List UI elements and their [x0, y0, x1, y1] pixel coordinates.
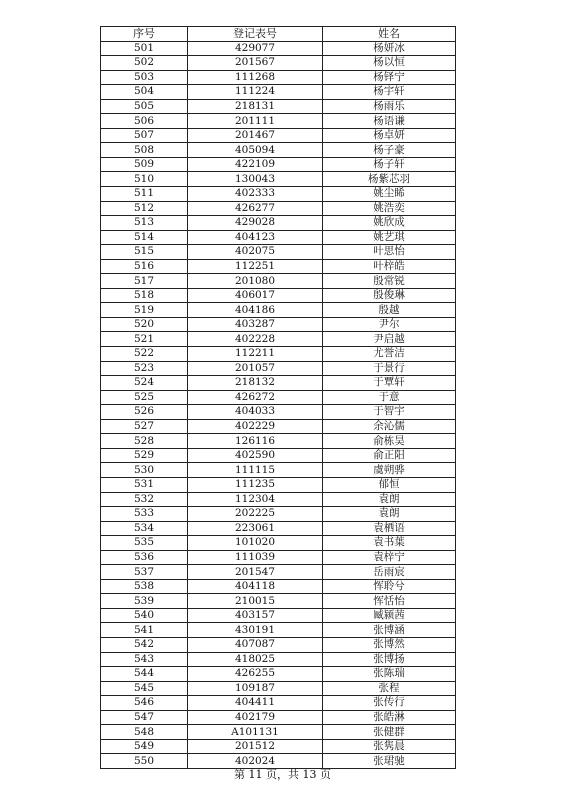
serial-number-cell: 502: [101, 56, 188, 71]
name-cell: 杨铎宁: [323, 70, 456, 85]
registration-number-cell: 201567: [188, 56, 323, 71]
name-cell: 于智宇: [323, 405, 456, 420]
serial-number-cell: 549: [101, 739, 188, 754]
serial-number-cell: 508: [101, 143, 188, 158]
serial-number-cell: 510: [101, 172, 188, 187]
registration-number-cell: 426277: [188, 201, 323, 216]
registration-table: [100, 26, 456, 769]
name-cell: 于覃轩: [323, 376, 456, 391]
table-row: [101, 637, 456, 652]
name-cell: 杨以恒: [323, 56, 456, 71]
registration-number-cell: 201057: [188, 361, 323, 376]
name-cell: 杨妍冰: [323, 41, 456, 56]
serial-number-cell: 538: [101, 579, 188, 594]
table-row: [101, 259, 456, 274]
table-row: [101, 448, 456, 463]
table-row: [101, 550, 456, 565]
registration-number-cell: 130043: [188, 172, 323, 187]
table-row: [101, 99, 456, 114]
serial-number-cell: 503: [101, 70, 188, 85]
name-cell: 叶思怡: [323, 245, 456, 260]
registration-number-cell: 403157: [188, 608, 323, 623]
registration-number-cell: 402590: [188, 448, 323, 463]
table-row: [101, 492, 456, 507]
registration-number-cell: 111235: [188, 477, 323, 492]
name-cell: 杨雨乐: [323, 99, 456, 114]
table-row: [101, 623, 456, 638]
table-row: [101, 114, 456, 129]
serial-number-cell: 547: [101, 710, 188, 725]
serial-number-cell: 516: [101, 259, 188, 274]
registration-number-cell: 223061: [188, 521, 323, 536]
table-row: [101, 507, 456, 522]
table-row: [101, 187, 456, 202]
name-cell: 张隽晨: [323, 739, 456, 754]
name-cell: 杨子轩: [323, 157, 456, 172]
serial-number-cell: 504: [101, 85, 188, 100]
table-row: [101, 70, 456, 85]
table-row: [101, 434, 456, 449]
registration-number-cell: 402024: [188, 754, 323, 769]
serial-number-cell: 532: [101, 492, 188, 507]
table-row: [101, 56, 456, 71]
table-row: [101, 536, 456, 551]
registration-number-cell: 407087: [188, 637, 323, 652]
serial-number-cell: 523: [101, 361, 188, 376]
name-cell: 姚艺琪: [323, 230, 456, 245]
table-row: [101, 85, 456, 100]
serial-number-cell: 546: [101, 696, 188, 711]
serial-number-cell: 501: [101, 41, 188, 56]
serial-number-cell: 522: [101, 347, 188, 362]
registration-number-cell: 201512: [188, 739, 323, 754]
serial-number-cell: 543: [101, 652, 188, 667]
page-footer: 第 11 页，共 13 页: [234, 768, 331, 781]
serial-number-cell: 519: [101, 303, 188, 318]
registration-number-cell: 202225: [188, 507, 323, 522]
serial-number-cell: 544: [101, 667, 188, 682]
registration-number-cell: 418025: [188, 652, 323, 667]
serial-number-cell: 545: [101, 681, 188, 696]
registration-number-cell: 430191: [188, 623, 323, 638]
name-cell: 恽恬怡: [323, 594, 456, 609]
serial-number-cell: 521: [101, 332, 188, 347]
serial-number-cell: 542: [101, 637, 188, 652]
name-cell: 姚尘睎: [323, 187, 456, 202]
table-body: [101, 41, 456, 768]
registration-number-cell: 429077: [188, 41, 323, 56]
name-cell: 臧颍茜: [323, 608, 456, 623]
table-row: [101, 608, 456, 623]
table-row: [101, 565, 456, 580]
table-row: [101, 710, 456, 725]
serial-number-cell: 520: [101, 317, 188, 332]
table-row: [101, 143, 456, 158]
table-row: [101, 361, 456, 376]
table-row: [101, 390, 456, 405]
serial-number-cell: 524: [101, 376, 188, 391]
table-row: [101, 245, 456, 260]
registration-number-cell: 426255: [188, 667, 323, 682]
name-cell: 虞朔骅: [323, 463, 456, 478]
registration-number-cell: 426272: [188, 390, 323, 405]
serial-number-cell: 548: [101, 725, 188, 740]
name-cell: 张健群: [323, 725, 456, 740]
table-row: [101, 652, 456, 667]
name-cell: 尤誉洁: [323, 347, 456, 362]
serial-number-cell: 518: [101, 288, 188, 303]
name-cell: 杨宇轩: [323, 85, 456, 100]
serial-number-cell: 526: [101, 405, 188, 420]
name-cell: 袁栖语: [323, 521, 456, 536]
registration-number-cell: 218132: [188, 376, 323, 391]
name-cell: 于意: [323, 390, 456, 405]
registration-number-cell: 422109: [188, 157, 323, 172]
header-serial-number: 序号: [101, 27, 188, 42]
table-row: [101, 288, 456, 303]
table-row: [101, 463, 456, 478]
name-cell: 张传行: [323, 696, 456, 711]
registration-number-cell: 101020: [188, 536, 323, 551]
name-cell: 张陈瑞: [323, 667, 456, 682]
name-cell: 尹启越: [323, 332, 456, 347]
registration-number-cell: A101131: [188, 725, 323, 740]
table-row: [101, 477, 456, 492]
registration-number-cell: 111115: [188, 463, 323, 478]
serial-number-cell: 515: [101, 245, 188, 260]
registration-number-cell: 404186: [188, 303, 323, 318]
name-cell: 殷越: [323, 303, 456, 318]
table-row: [101, 274, 456, 289]
serial-number-cell: 507: [101, 128, 188, 143]
serial-number-cell: 529: [101, 448, 188, 463]
registration-number-cell: 404411: [188, 696, 323, 711]
registration-number-cell: 404033: [188, 405, 323, 420]
name-cell: 张博然: [323, 637, 456, 652]
name-cell: 叶梓皓: [323, 259, 456, 274]
serial-number-cell: 539: [101, 594, 188, 609]
registration-number-cell: 126116: [188, 434, 323, 449]
name-cell: 袁梓宁: [323, 550, 456, 565]
table-row: [101, 405, 456, 420]
table-row: [101, 332, 456, 347]
name-cell: 杨语谦: [323, 114, 456, 129]
table-row: [101, 201, 456, 216]
table-row: [101, 230, 456, 245]
serial-number-cell: 525: [101, 390, 188, 405]
serial-number-cell: 527: [101, 419, 188, 434]
table-row: [101, 739, 456, 754]
registration-number-cell: 429028: [188, 216, 323, 231]
registration-number-cell: 402228: [188, 332, 323, 347]
table-row: [101, 303, 456, 318]
serial-number-cell: 509: [101, 157, 188, 172]
serial-number-cell: 505: [101, 99, 188, 114]
registration-number-cell: 405094: [188, 143, 323, 158]
registration-number-cell: 201547: [188, 565, 323, 580]
name-cell: 张程: [323, 681, 456, 696]
table-row: [101, 216, 456, 231]
name-cell: 张博涵: [323, 623, 456, 638]
header-registration-number: 登记表号: [188, 27, 323, 42]
registration-number-cell: 111224: [188, 85, 323, 100]
serial-number-cell: 531: [101, 477, 188, 492]
serial-number-cell: 513: [101, 216, 188, 231]
registration-number-cell: 402179: [188, 710, 323, 725]
table-row: [101, 128, 456, 143]
serial-number-cell: 528: [101, 434, 188, 449]
name-cell: 殷常锐: [323, 274, 456, 289]
serial-number-cell: 512: [101, 201, 188, 216]
name-cell: 张珺驰: [323, 754, 456, 769]
name-cell: 袁书葉: [323, 536, 456, 551]
table-row: [101, 579, 456, 594]
name-cell: 尹尔: [323, 317, 456, 332]
name-cell: 张博扬: [323, 652, 456, 667]
name-cell: 岳雨宸: [323, 565, 456, 580]
name-cell: 余沁儒: [323, 419, 456, 434]
name-cell: 姚欣成: [323, 216, 456, 231]
table-row: [101, 594, 456, 609]
registration-number-cell: 402229: [188, 419, 323, 434]
header-name: 姓名: [323, 27, 456, 42]
registration-number-cell: 406017: [188, 288, 323, 303]
table-row: [101, 317, 456, 332]
registration-number-cell: 210015: [188, 594, 323, 609]
name-cell: 杨子豪: [323, 143, 456, 158]
registration-number-cell: 111039: [188, 550, 323, 565]
registration-number-cell: 112304: [188, 492, 323, 507]
name-cell: 于景行: [323, 361, 456, 376]
serial-number-cell: 535: [101, 536, 188, 551]
table-row: [101, 376, 456, 391]
serial-number-cell: 533: [101, 507, 188, 522]
serial-number-cell: 536: [101, 550, 188, 565]
table-row: [101, 725, 456, 740]
registration-number-cell: 112211: [188, 347, 323, 362]
table-row: [101, 172, 456, 187]
registration-number-cell: 404123: [188, 230, 323, 245]
table-row: [101, 419, 456, 434]
name-cell: 郁恒: [323, 477, 456, 492]
table-row: [101, 347, 456, 362]
serial-number-cell: 540: [101, 608, 188, 623]
serial-number-cell: 530: [101, 463, 188, 478]
serial-number-cell: 517: [101, 274, 188, 289]
name-cell: 俞栋昊: [323, 434, 456, 449]
serial-number-cell: 514: [101, 230, 188, 245]
table-row: [101, 681, 456, 696]
registration-number-cell: 402333: [188, 187, 323, 202]
name-cell: 袁朗: [323, 492, 456, 507]
table-row: [101, 521, 456, 536]
registration-number-cell: 402075: [188, 245, 323, 260]
table-row: [101, 157, 456, 172]
registration-number-cell: 403287: [188, 317, 323, 332]
registration-number-cell: 404118: [188, 579, 323, 594]
table-row: [101, 667, 456, 682]
registration-number-cell: 111268: [188, 70, 323, 85]
name-cell: 俞正阳: [323, 448, 456, 463]
serial-number-cell: 541: [101, 623, 188, 638]
table-row: [101, 41, 456, 56]
serial-number-cell: 511: [101, 187, 188, 202]
registration-number-cell: 201111: [188, 114, 323, 129]
name-cell: 张皓淋: [323, 710, 456, 725]
table-header-row: [101, 27, 456, 42]
registration-number-cell: 109187: [188, 681, 323, 696]
name-cell: 杨卓妍: [323, 128, 456, 143]
registration-number-cell: 218131: [188, 99, 323, 114]
serial-number-cell: 550: [101, 754, 188, 769]
registration-number-cell: 112251: [188, 259, 323, 274]
registration-number-cell: 201080: [188, 274, 323, 289]
serial-number-cell: 537: [101, 565, 188, 580]
serial-number-cell: 506: [101, 114, 188, 129]
table-row: [101, 696, 456, 711]
registration-number-cell: 201467: [188, 128, 323, 143]
serial-number-cell: 534: [101, 521, 188, 536]
name-cell: 殷俊琳: [323, 288, 456, 303]
name-cell: 恽聆兮: [323, 579, 456, 594]
name-cell: 袁朗: [323, 507, 456, 522]
name-cell: 杨紫芯羽: [323, 172, 456, 187]
name-cell: 姚浩奕: [323, 201, 456, 216]
